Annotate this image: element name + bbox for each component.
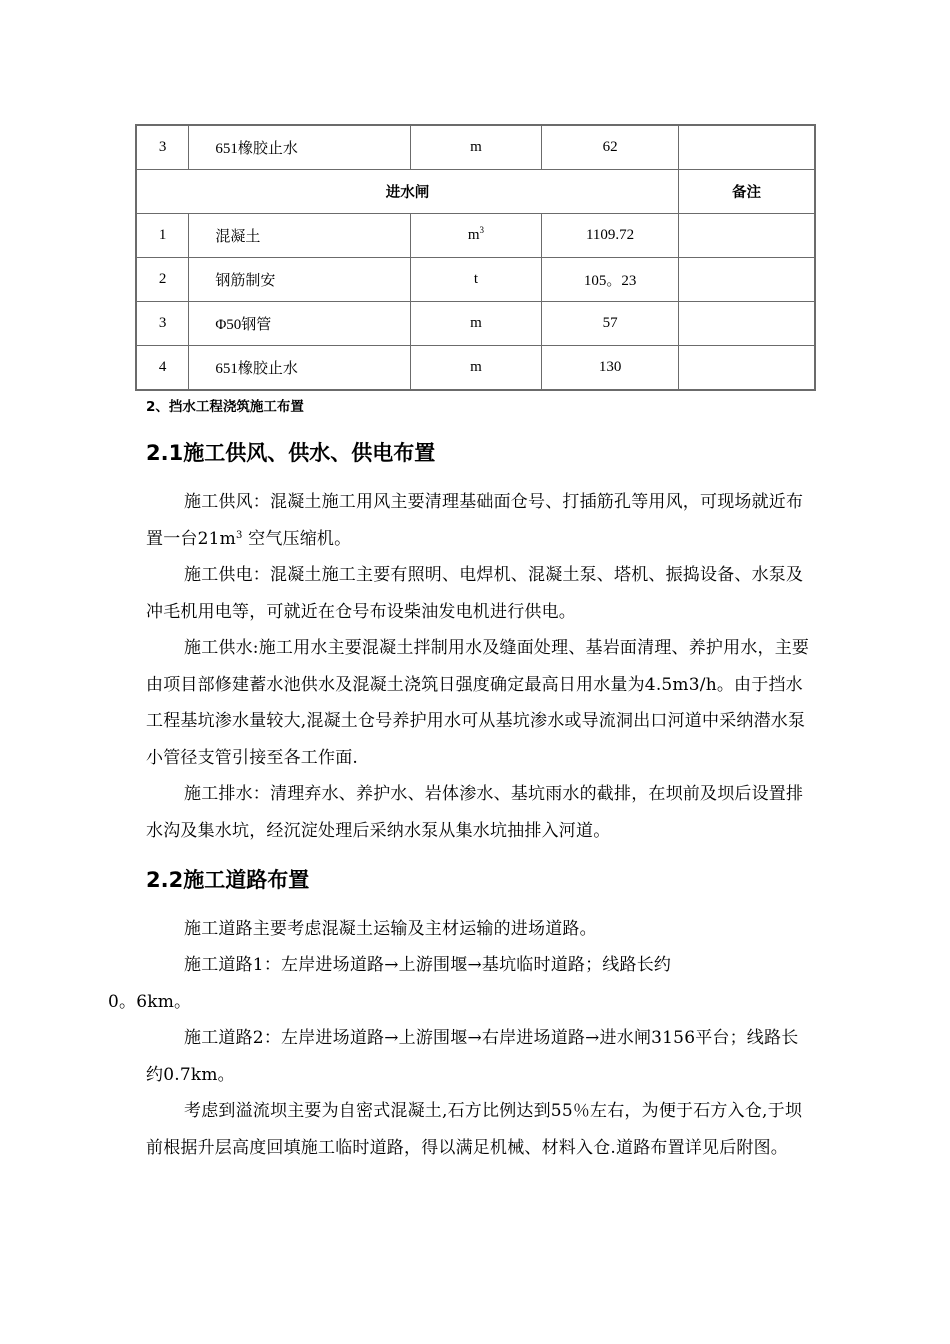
cell-quantity: 130 [542,346,679,391]
cell-quantity: 62 [542,125,679,170]
air-supply-text-end: 空气压缩机。 [242,528,352,549]
cell-note [678,258,815,302]
cell-item: 混凝土 [189,214,410,258]
paragraph-road-1 [108,947,810,1020]
cell-item: 钢筋制安 [189,258,410,302]
cell-no: 2 [136,258,189,302]
cell-item: 651橡胶止水 [189,346,410,391]
paragraph-road-2: 施工道路2：左岸进场道路→上游围堰→右岸进场道路→进水闸3156平台；线路长约0.7km。 [146,1028,799,1085]
heading-2-2: 2.2施工道路布置 [146,868,310,892]
cubic-superscript: 3 [235,529,243,541]
cell-note [678,302,815,346]
cell-item: Φ50钢管 [189,302,410,346]
paragraph-overflow-dam: 考虑到溢流坝主要为自密式混凝土,石方比例达到55％左右，为便于石方入仓,于坝前根据升层高度回填施工临时道路，得以满足机械、材料入仓.道路布置详见后附图。 [146,1101,803,1158]
cell-item: 651橡胶止水 [189,125,410,170]
section-header-intake-gate: 进水闸 [136,170,678,214]
unit-text: m [467,227,480,243]
heading-2-1: 2.1施工供风、供水、供电布置 [146,441,436,465]
cell-note [678,125,815,170]
cell-unit: m [410,346,542,391]
table-row [136,214,815,258]
paragraph-power-supply: 施工供电：混凝土施工主要有照明、电焊机、混凝土泵、塔机、振捣设备、水泵及冲毛机用电等，可就近在仓号布设柴油发电机进行供电。 [146,565,804,622]
unit-superscript: 3 [479,225,485,235]
cell-quantity: 57 [542,302,679,346]
cell-note [678,214,815,258]
cell-unit [410,214,542,258]
cell-no: 1 [136,214,189,258]
paragraph-drainage: 施工排水：清理弃水、养护水、岩体渗水、基坑雨水的截排，在坝前及坝后设置排水沟及集水坑，经沉淀处理后采纳水泵从集水坑抽排入河道。 [146,784,804,841]
note-header: 备注 [678,170,815,214]
cell-quantity: 1109.72 [542,214,679,258]
road-1-text: 施工道路1：左岸进场道路→上游围堰→基坑临时道路；线路长约 [184,955,672,975]
table-row [136,346,815,391]
cell-no: 3 [136,302,189,346]
table-row [136,125,815,170]
cell-unit: t [410,258,542,302]
table-row [136,302,815,346]
cell-unit: m [410,125,542,170]
quantity-table [135,124,816,391]
paragraph-water-supply: 施工供水:施工用水主要混凝土拌制用水及缝面处理、基岩面清理、养护用水，主要由项目部修建蓄水池供水及混凝土浇筑日强度确定最高日用水量为4.5m3/h。由于挡水工程基坑渗水量较大,混凝土仓号养护用水可从基坑渗水或导流洞出口河道中采纳潜水泵小管径支管引接至各工作面. [146,638,810,768]
cell-no: 4 [136,346,189,391]
air-supply-text: 施工供风：混凝土施工用风主要清理基础面仓号、打插筋孔等用风，可现场就近布置一台21m [146,492,804,549]
cell-no: 3 [136,125,189,170]
table-row [136,258,815,302]
paragraph-air-supply [146,484,810,557]
section-label: 2、挡水工程浇筑施工布置 [146,399,304,415]
cell-unit: m [410,302,542,346]
table-section-header [136,170,815,214]
cell-note [678,346,815,391]
road-1-length: 0。6km。 [108,991,192,1012]
cell-quantity: 105。23 [542,258,679,302]
paragraph-road-intro: 施工道路主要考虑混凝土运输及主材运输的进场道路。 [184,919,597,939]
